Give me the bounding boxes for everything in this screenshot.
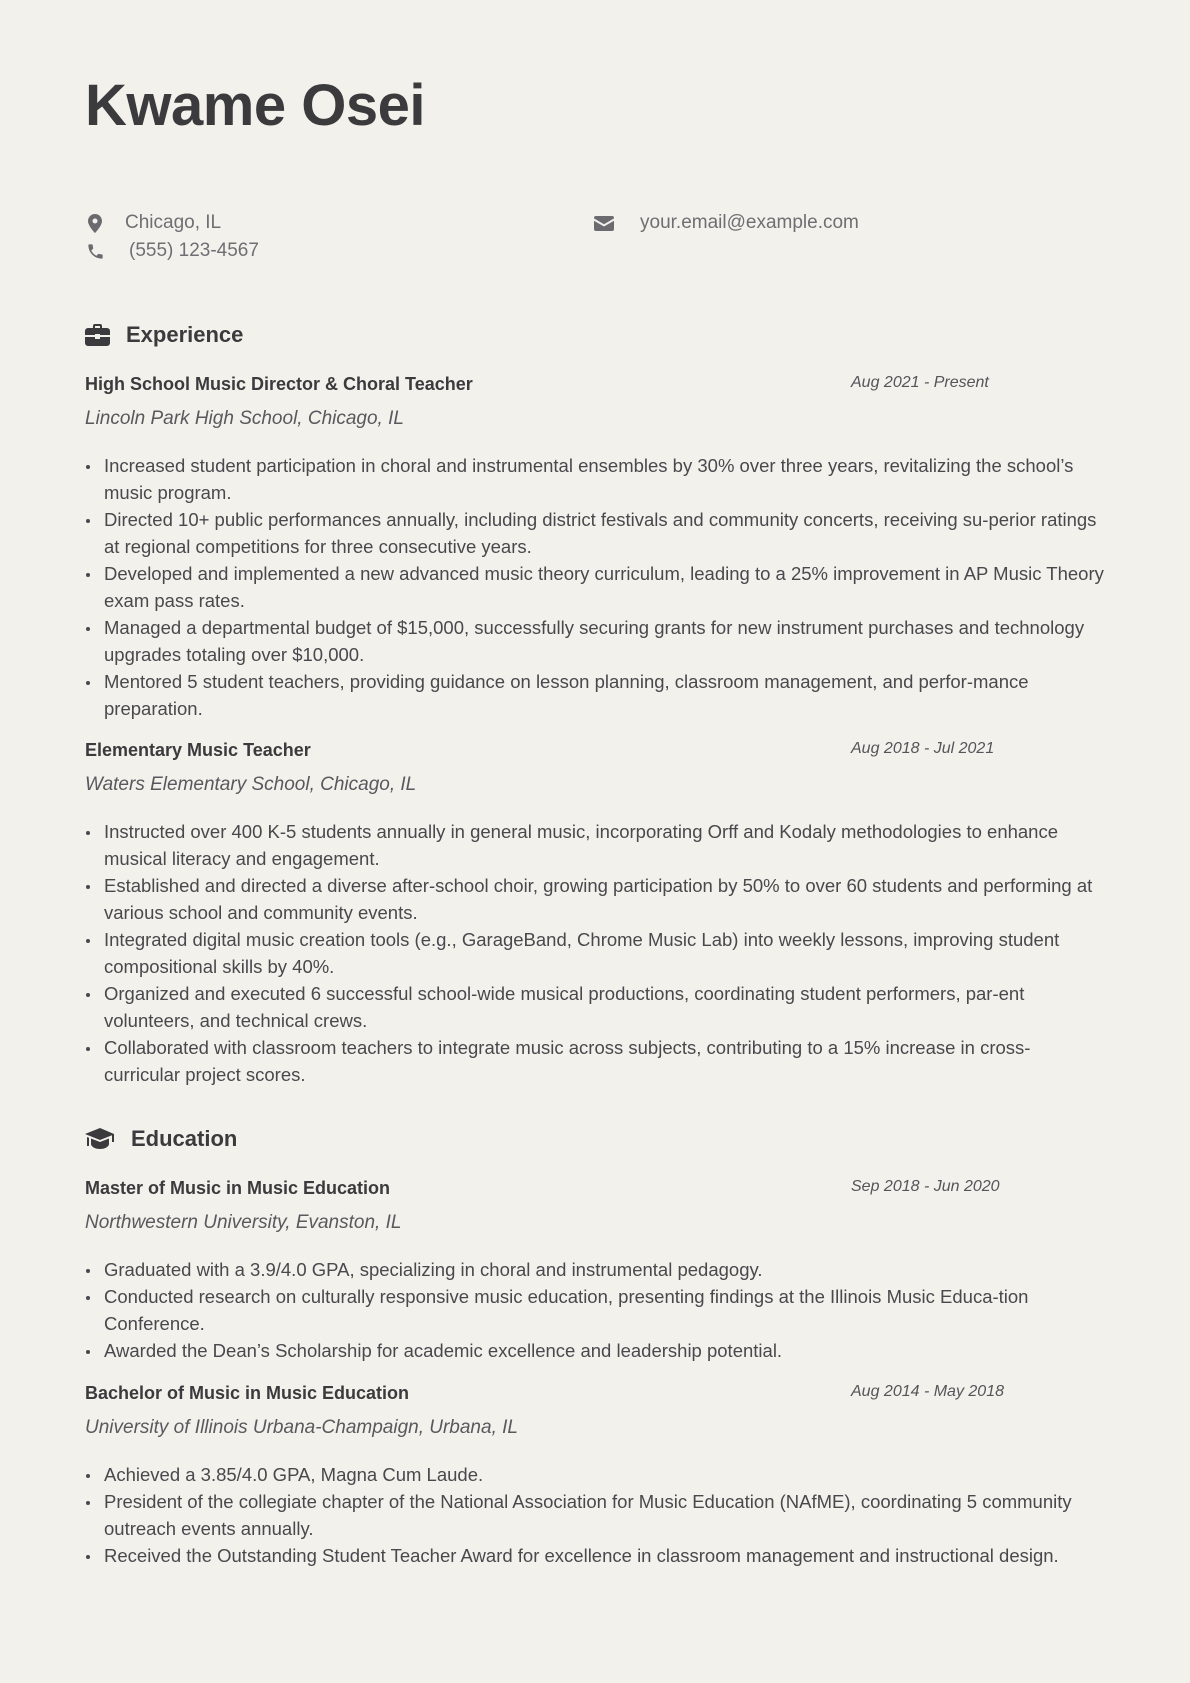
candidate-name: Kwame Osei (85, 73, 425, 138)
contact-phone (85, 238, 259, 264)
bullet-item: Directed 10+ public performances annually, including district festivals and community concerts, receiving su-perior ratings at regional competitions for three consecutive years. (85, 506, 1105, 560)
experience-entry (85, 374, 1105, 722)
degree-date: Aug 2014 - May 2018 (851, 1383, 1004, 1400)
degree-title: Master of Music in Music Education (85, 1178, 391, 1198)
bullet-item: Integrated digital music creation tools (e.g., GarageBand, Chrome Music Lab) into weekly lessons, improving student compositional skills by 40%. (85, 926, 1105, 980)
job-date: Aug 2021 - Present (851, 374, 989, 391)
job-title: Elementary Music Teacher (85, 740, 311, 760)
bullet-item: Instructed over 400 K-5 students annually in general music, incorporating Orff and Kodaly methodologies to enhance musical literacy and engagement. (85, 818, 1105, 872)
experience-entry (85, 740, 1105, 1088)
bullet-item: Managed a departmental budget of $15,000, successfully securing grants for new instrument purchases and technology upgrades totaling over $10,000. (85, 614, 1105, 668)
section-title-text: Experience (126, 322, 244, 347)
bullet-item: Mentored 5 student teachers, providing guidance on lesson planning, classroom management, and perfor-mance preparation. (85, 668, 1105, 722)
section-title-education (85, 1126, 237, 1152)
graduation-cap-icon (85, 1128, 115, 1150)
job-date: Aug 2018 - Jul 2021 (851, 740, 995, 757)
briefcase-icon (85, 324, 110, 346)
bullet-item: Developed and implemented a new advanced music theory curriculum, leading to a 25% improvement in AP Music Theory exam pass rates. (85, 560, 1105, 614)
bullet-item: Increased student participation in choral and instrumental ensembles by 30% over three years, revitalizing the school’s music program. (85, 452, 1105, 506)
contact-location (85, 210, 221, 236)
bullet-item: Collaborated with classroom teachers to integrate music across subjects, contributing to a 15% increase in cross-curricular project scores. (85, 1034, 1105, 1088)
contact-email (594, 210, 859, 236)
job-bullets (85, 452, 1105, 722)
bullet-item: Organized and executed 6 successful school-wide musical productions, coordinating student performers, par-ent volunteers, and technical crews. (85, 980, 1105, 1034)
phone-icon (85, 241, 105, 261)
degree-title: Bachelor of Music in Music Education (85, 1383, 410, 1403)
bullet-item: Received the Outstanding Student Teacher Award for excellence in classroom management and instructional design. (85, 1542, 1105, 1569)
phone-text[interactable]: (555) 123-4567 (129, 240, 259, 261)
job-employer: Lincoln Park High School, Chicago, IL (85, 408, 404, 429)
map-marker-icon (85, 213, 105, 233)
education-entry (85, 1178, 1105, 1364)
section-title-experience (85, 322, 243, 348)
email-text[interactable]: your.email@example.com (640, 212, 859, 233)
degree-bullets (85, 1256, 1105, 1364)
envelope-icon (594, 213, 614, 233)
bullet-item: Conducted research on culturally responsive music education, presenting findings at the Illinois Music Educa-tion Conference. (85, 1283, 1105, 1337)
bullet-item: Graduated with a 3.9/4.0 GPA, specializing in choral and instrumental pedagogy. (85, 1256, 1105, 1283)
school-name: University of Illinois Urbana-Champaign, Urbana, IL (85, 1417, 518, 1438)
job-title: High School Music Director & Choral Teacher (85, 374, 473, 394)
bullet-item: Awarded the Dean’s Scholarship for academic excellence and leadership potential. (85, 1337, 1105, 1364)
degree-bullets (85, 1461, 1105, 1569)
job-employer: Waters Elementary School, Chicago, IL (85, 774, 417, 795)
bullet-item: President of the collegiate chapter of the National Association for Music Education (NAfME), coordinating 5 community outreach events annually. (85, 1488, 1105, 1542)
job-bullets (85, 818, 1105, 1088)
bullet-item: Established and directed a diverse after-school choir, growing participation by 50% to over 60 students and performing at various school and community events. (85, 872, 1105, 926)
section-title-text: Education (131, 1126, 238, 1151)
location-text: Chicago, IL (125, 212, 222, 233)
education-entry (85, 1383, 1105, 1569)
school-name: Northwestern University, Evanston, IL (85, 1212, 402, 1233)
degree-date: Sep 2018 - Jun 2020 (851, 1178, 1000, 1195)
bullet-item: Achieved a 3.85/4.0 GPA, Magna Cum Laude. (85, 1461, 1105, 1488)
